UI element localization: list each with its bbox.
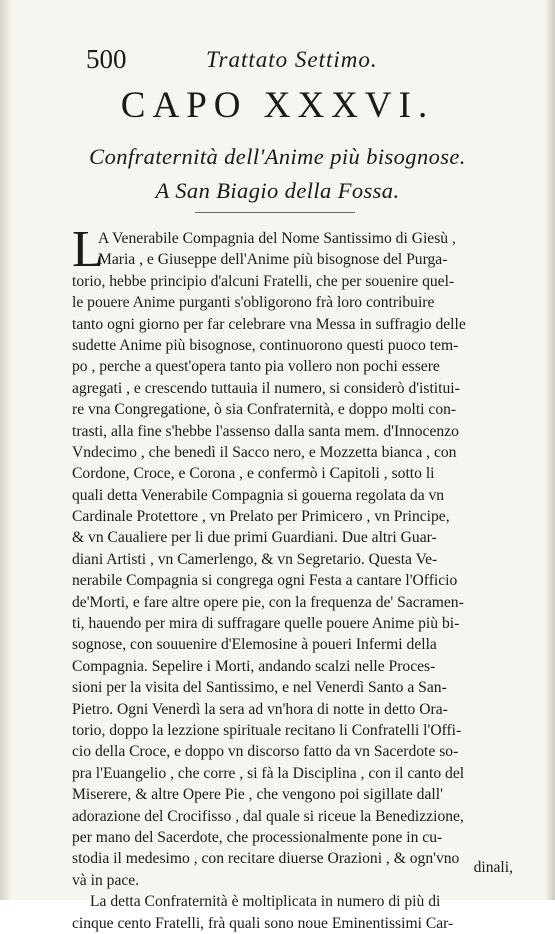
text-line: adorazione del Crocifisso , dal quale si riceue la Benedizzione, <box>72 807 464 825</box>
text-line: le pouere Anime purganti s'obligorono frà loro contribuire <box>72 294 435 312</box>
drop-cap: L <box>72 221 104 278</box>
text-line: Compagnia. Sepelire i Morti, andando scalzi nelle Proces- <box>72 657 436 675</box>
text-line: La detta Confraternità è moltiplicata in numero di più di <box>90 893 441 911</box>
text-line: Maria , e Giuseppe dell'Anime più bisognose del Purga- <box>98 251 448 269</box>
text-line: và in pace. <box>72 871 140 889</box>
catchword: dinali, <box>473 859 513 876</box>
page-edge-shadow <box>545 0 555 900</box>
text-line: Vndecimo , che benedì il Sacco nero, e Mozzetta bianca , con <box>72 443 457 461</box>
page-number: 500 <box>86 44 127 74</box>
text-line: & vn Caualiere per li due primi Guardiani. Due altri Guar- <box>72 529 437 547</box>
text-line: trasti, alla fine s'hebbe l'assenso dalla santa mem. d'Innocenzo <box>72 422 459 440</box>
text-line: re vna Congregatione, ò sia Confraternità, e doppo molti con- <box>72 401 457 419</box>
text-line: po , perche a quest'opera tanto pia vollero non pochi essere <box>72 358 440 376</box>
text-line: de'Morti, e fare altre opere pie, con la frequenza de' Sacramen- <box>72 593 464 611</box>
chapter-title: CAPO XXXVI. <box>120 85 435 126</box>
section-divider <box>195 212 355 213</box>
text-line: stodia il medesimo , con recitare diuerse Orazioni , & ogn'vno <box>72 850 460 868</box>
chapter-subtitle-line-2: A San Biagio della Fossa. <box>155 178 400 203</box>
text-line: sognose, con souuenire d'Elemosine à poueri Infermi della <box>72 636 437 654</box>
text-line: ti, hauendo per mira di suffragare quelle pouere Anime più bi- <box>72 615 460 633</box>
text-line: pra l'Euangelio , che corre , si fà la Disciplina , con il canto del <box>72 764 465 782</box>
text-line: agregati , e crescendo tuttauia il numero, si considerò d'istitui- <box>72 379 460 397</box>
text-line: torio, hebbe principio d'alcuni Fratelli, che per souenire quel- <box>72 272 455 290</box>
chapter-subtitle-line-1: Confraternità dell'Anime più bisognose. <box>89 144 466 169</box>
body-text <box>72 221 516 934</box>
text-line: nerabile Compagnia si congrega ogni Festa a cantare l'Officio <box>72 572 458 590</box>
text-line: quali detta Venerabile Compagnia si gouerna regolata da vn <box>72 486 445 504</box>
text-line: cinque cento Fratelli, frà quali sono noue Eminentissimi Car- <box>72 914 454 932</box>
text-line: Cordone, Croce, e Corona , e confermò i Capitoli , sotto li <box>72 465 435 483</box>
text-line: torio, doppo la lezzione spirituale recitano li Confratelli l'Offi- <box>72 721 462 739</box>
text-line: Pietro. Ogni Venerdì la sera ad vn'hora di notte in detto Ora- <box>72 700 448 718</box>
text-line: sioni per la visita del Santissimo, e nel Venerdì Santo a San- <box>72 679 447 697</box>
text-line: Cardinale Protettore , vn Prelato per Primicero , vn Principe, <box>72 508 450 526</box>
text-line: sudette Anime più bisognose, continuorono questi puoco tem- <box>72 336 459 354</box>
text-line: per mano del Sacerdote, che processionalmente pone in cu- <box>72 828 443 846</box>
page-gutter-shadow <box>0 0 12 900</box>
text-line: Miserere, & altre Opere Pie , che vengono poi sigillate dall' <box>72 786 443 804</box>
text-line: cio della Croce, e doppo vn discorso fatto da vn Sacerdote so- <box>72 743 459 761</box>
page-header <box>86 44 506 74</box>
text-line: tanto ogni giorno per far celebrare vna Messa in suffragio delle <box>72 315 466 333</box>
running-title: Trattato Settimo. <box>206 47 378 72</box>
text-line: A Venerabile Compagnia del Nome Santissimo di Giesù , <box>98 230 456 247</box>
text-line: diani Artisti , vn Camerlengo, & vn Segretario. Questa Ve- <box>72 550 438 568</box>
